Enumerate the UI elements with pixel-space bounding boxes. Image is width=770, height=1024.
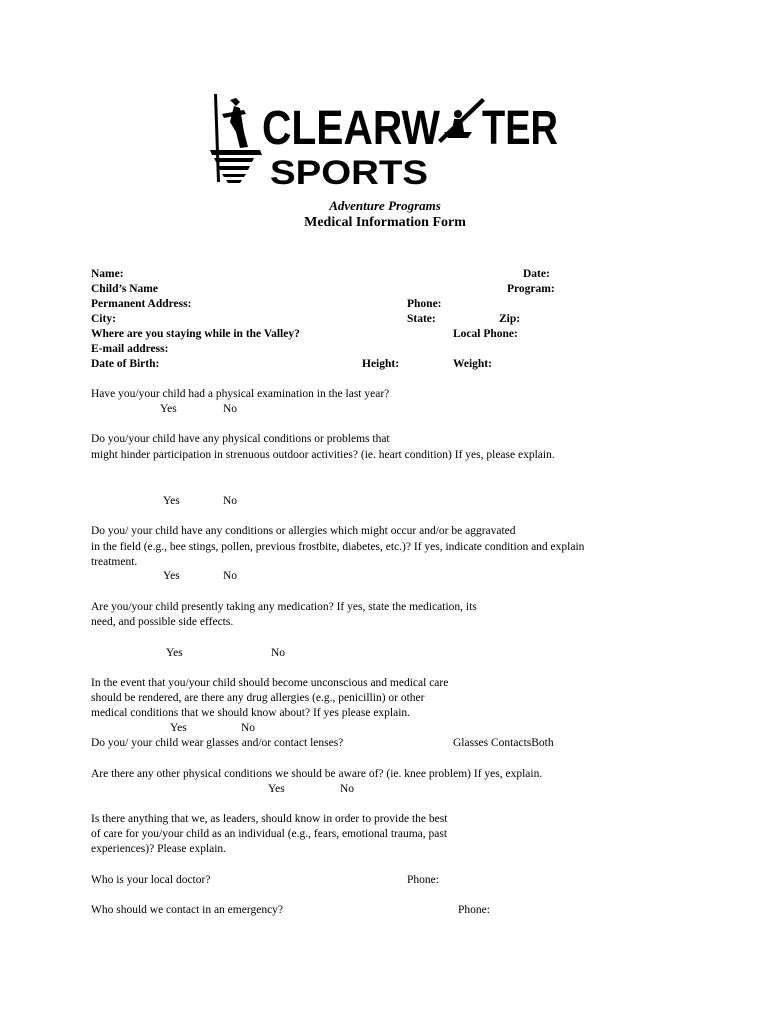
- question-glasses: Do you/ your child wear glasses and/or contact lenses?: [91, 737, 344, 749]
- question-other-conditions: Are there any other physical conditions we should be aware of? (ie. knee problem) If yes, explain.: [91, 768, 543, 780]
- question-emergency-contact: Who should we contact in an emergency?: [91, 904, 284, 916]
- phone-label: Phone:: [407, 298, 442, 310]
- logo-text-sports: SPORTS: [270, 154, 428, 192]
- question-leaders-line3: experiences)? Please explain.: [91, 843, 227, 855]
- zip-label: Zip:: [499, 313, 521, 325]
- q7-yes-option[interactable]: Yes: [268, 783, 285, 795]
- question-leaders-line1: Is there anything that we, as leaders, should know in order to provide the best: [91, 813, 448, 825]
- q3-yes-option[interactable]: Yes: [163, 570, 180, 582]
- height-label: Height:: [362, 358, 400, 370]
- question-drug-allergies-line1: In the event that you/your child should become unconscious and medical care: [91, 677, 449, 689]
- name-label: Name:: [91, 268, 124, 280]
- question-drug-allergies-line2: should be rendered, are there any drug allergies (e.g., penicillin) or other: [91, 692, 425, 704]
- q4-yes-option[interactable]: Yes: [166, 647, 183, 659]
- question-drug-allergies-line3: medical conditions that we should know about? If yes please explain.: [91, 707, 411, 719]
- program-label: Program:: [507, 283, 555, 295]
- question-allergies-line2: in the field (e.g., bee stings, pollen, previous frostbite, diabetes, etc.)? If yes, indicate condition and explain: [91, 541, 585, 553]
- logo-text-clearw: CLEARW: [262, 102, 441, 155]
- date-label: Date:: [523, 268, 550, 280]
- question-physical-exam: Have you/your child had a physical examination in the last year?: [91, 388, 390, 400]
- childs-name-label: Child’s Name: [91, 283, 158, 295]
- question-local-doctor: Who is your local doctor?: [91, 874, 211, 886]
- email-label: E-mail address:: [91, 343, 169, 355]
- question-medication-line1: Are you/your child presently taking any medication? If yes, state the medication, its: [91, 601, 477, 613]
- staying-label: Where are you staying while in the Valley?: [91, 328, 300, 340]
- q1-yes-option[interactable]: Yes: [160, 403, 177, 415]
- q5-yes-option[interactable]: Yes: [170, 722, 187, 734]
- question-allergies-line3: treatment.: [91, 556, 138, 568]
- q2-yes-option[interactable]: Yes: [163, 495, 180, 507]
- q2-no-option[interactable]: No: [223, 495, 238, 507]
- kayaker-icon: [438, 98, 485, 143]
- q3-no-option[interactable]: No: [223, 570, 238, 582]
- q4-no-option[interactable]: No: [271, 647, 286, 659]
- question-physical-conditions-line1: Do you/your child have any physical conditions or problems that: [91, 433, 390, 445]
- weight-label: Weight:: [453, 358, 492, 370]
- clearwater-sports-logo: [200, 92, 560, 197]
- question-medication-line2: need, and possible side effects.: [91, 616, 234, 628]
- paddler-icon: [210, 94, 262, 183]
- question-physical-conditions-line2: might hinder participation in strenuous outdoor activities? (ie. heart condition) If yes, please explain.: [91, 449, 555, 461]
- question-leaders-line2: of care for you/your child as an individual (e.g., fears, emotional trauma, past: [91, 828, 448, 840]
- q7-no-option[interactable]: No: [340, 783, 355, 795]
- city-label: City:: [91, 313, 116, 325]
- form-subtitle: Adventure Programs: [329, 198, 441, 213]
- q5-no-option[interactable]: No: [241, 722, 256, 734]
- dob-label: Date of Birth:: [91, 358, 160, 370]
- permanent-address-label: Permanent Address:: [91, 298, 192, 310]
- glasses-contacts-options[interactable]: Glasses ContactsBoth: [453, 737, 554, 749]
- question-allergies-line1: Do you/ your child have any conditions or allergies which might occur and/or be aggravated: [91, 525, 516, 537]
- form-title: Medical Information Form: [304, 215, 466, 230]
- doctor-phone-label: Phone:: [407, 874, 439, 886]
- emergency-phone-label: Phone:: [458, 904, 490, 916]
- logo-text-ter: TER: [482, 102, 558, 155]
- local-phone-label: Local Phone:: [453, 328, 518, 340]
- state-label: State:: [407, 313, 436, 325]
- q1-no-option[interactable]: No: [223, 403, 238, 415]
